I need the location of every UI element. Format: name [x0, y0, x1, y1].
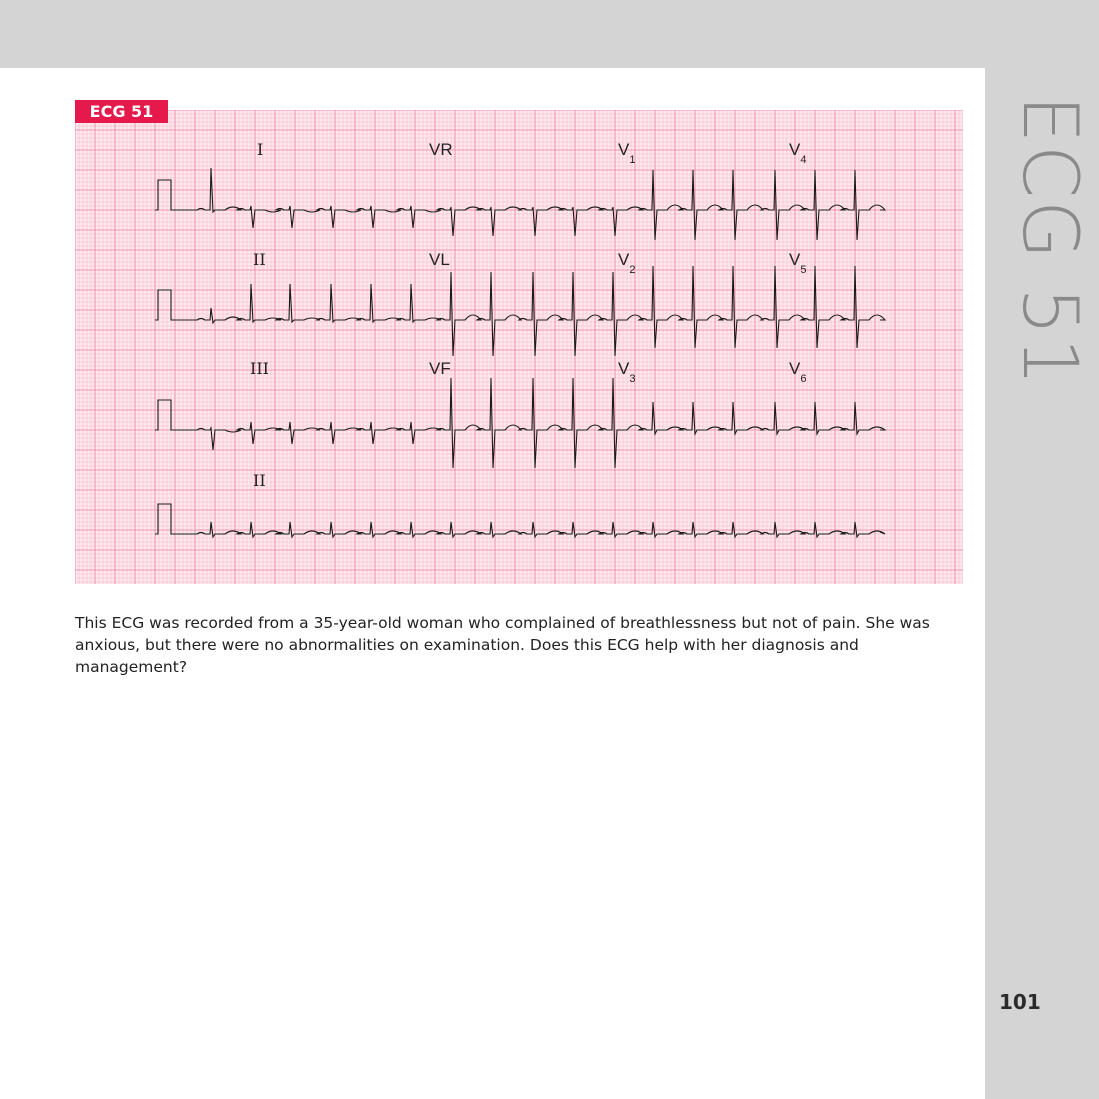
ecg-figure-label: ECG 51: [75, 100, 168, 123]
lead-label-v1: $V_1$: [618, 140, 636, 167]
lead-label-i: I: [257, 140, 264, 159]
lead-label-v3: $V_3$: [618, 359, 636, 386]
lead-label-vf: VF: [429, 359, 451, 378]
header-band: [0, 0, 1099, 68]
lead-label-v4: $V_4$: [789, 140, 807, 167]
ecg-trace-svg: [75, 110, 963, 584]
lead-label-v6: $V_6$: [789, 359, 807, 386]
ecg-figure: [75, 110, 963, 584]
page-number: 101: [999, 990, 1041, 1014]
lead-label-vl: VL: [429, 250, 450, 269]
lead-label-v5: $V_5$: [789, 250, 807, 277]
lead-label-iii: III: [250, 359, 269, 378]
lead-label-rhythm-ii: II: [253, 471, 266, 490]
lead-label-ii: II: [253, 250, 266, 269]
lead-label-vr: VR: [429, 140, 453, 159]
side-title: ECG 51: [1006, 95, 1095, 388]
case-description: This ECG was recorded from a 35-year-old woman who complained of breathlessness but not of pain. She was anxious, but there were no abnormalities on examination. Does this ECG help with her diagnosis and management?: [75, 614, 930, 676]
lead-label-v2: $V_2$: [618, 250, 636, 277]
